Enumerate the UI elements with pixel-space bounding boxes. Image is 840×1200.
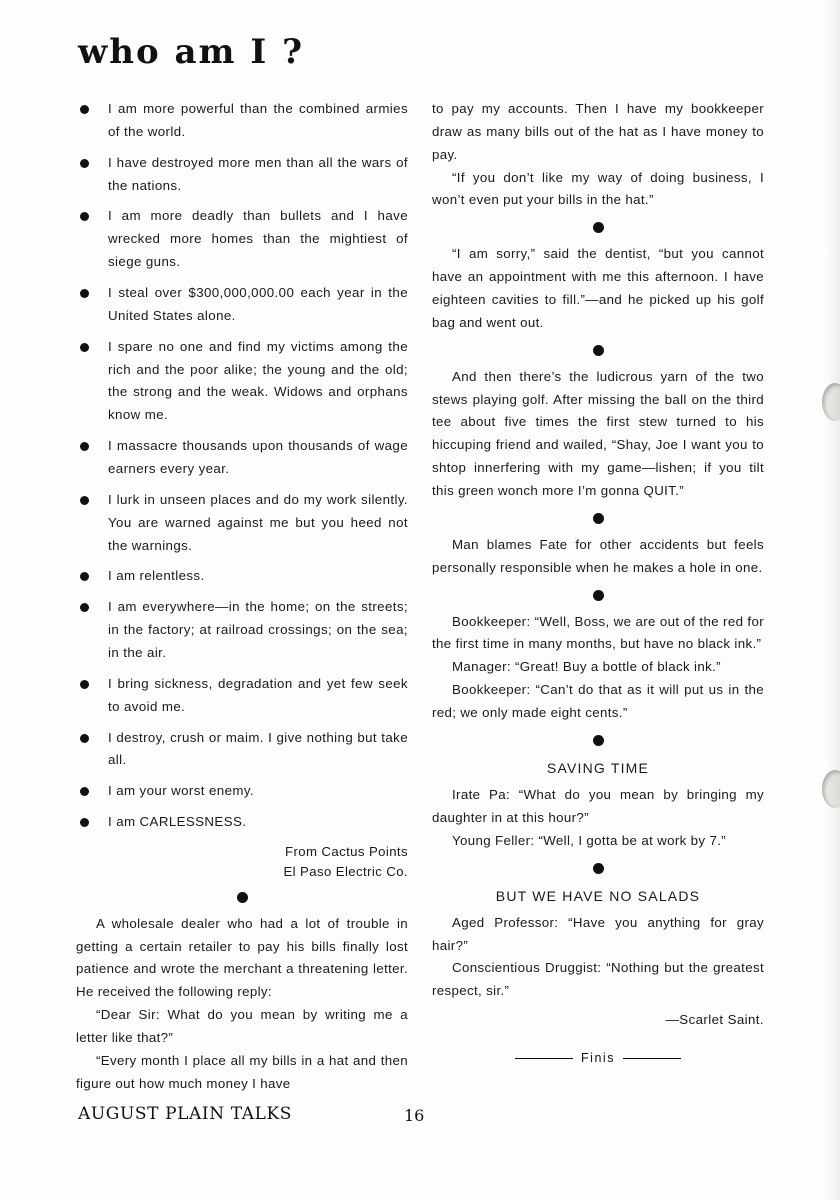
separator-dot-icon [593,735,604,746]
list-item [76,489,408,558]
joke-bookkeeper-line: Bookkeeper: “Well, Boss, we are out of the red for the first time in many months, but have no black ink.” [432,613,764,652]
bullet-dot-icon [80,212,89,221]
bullet-dot-icon [80,818,89,827]
separator-dot-icon [593,513,604,524]
list-item-text: I bring sickness, degradation and yet few seek to avoid me. [108,675,408,714]
list-item-text: I am more deadly than bullets and I have wrecked more homes than the mightiest of siege guns. [108,208,408,270]
bullet-dot-icon [80,289,89,298]
joke-saving-time-line: Irate Pa: “What do you mean by bringing my daughter in at this hour?” [432,786,764,825]
list-item-text: I steal over $300,000,000.00 each year in the United States alone. [108,285,408,323]
who-am-i-list [76,98,408,834]
joke-bookkeeper-line: Manager: “Great! Buy a bottle of black ink.” [452,659,721,675]
bullet-dot-icon [80,787,89,796]
footer-page-number: 16 [404,1106,425,1125]
bullet-dot-icon [80,680,89,689]
list-item-text: I destroy, crush or maim. I give nothing but take all. [108,729,408,768]
joke-bookkeeper-line: Bookkeeper: “Can’t do that as it will put us in the red; we only made eight cents.” [432,682,764,721]
bullet-dot-icon [80,734,89,743]
joke-golf: And then there’s the ludicrous yarn of the two stews playing golf. After missing the ball on the third tee about five times the first stew turned to his hiccuping friend and wailed, “Shay, Joe I want you to shtop innerfering with my game—lishen; if you tilt this green wonch more I’m gonna QUIT.” [432,368,764,499]
list-item [76,596,408,665]
list-item [76,673,408,719]
left-column [76,98,408,1096]
right-column [432,98,764,1069]
separator-dot-icon [593,222,604,233]
list-item [76,282,408,328]
joke-salads-line: Conscientious Druggist: “Nothing but the greatest respect, sir.” [432,960,764,999]
list-item [76,205,408,274]
list-item-text: I am more powerful than the combined armies of the world. [108,101,408,139]
separator-dot-icon [237,892,248,903]
list-item [76,727,408,773]
finis-marker [432,1048,764,1070]
bullet-dot-icon [80,159,89,168]
bullet-dot-icon [80,343,89,352]
list-item [76,336,408,427]
source-signature [76,842,408,882]
list-item-text: I lurk in unseen places and do my work silently. You are warned against me but you heed not the warnings. [108,491,408,553]
paragraph: A wholesale dealer who had a lot of trouble in getting a certain retailer to pay his bills finally lost patience and wrote the merchant a threatening letter. He received the following reply: [76,915,408,1000]
bullet-dot-icon [80,603,89,612]
section-separator [76,892,408,903]
list-item [76,565,408,588]
signature-line-2: El Paso Electric Co. [283,863,408,879]
heading-no-salads: BUT WE HAVE NO SALADS [495,887,701,904]
list-item-text: I am relentless. [108,568,205,584]
list-item [76,780,408,803]
section-separator [432,735,764,746]
separator-dot-icon [593,590,604,601]
list-item [76,98,408,144]
bullet-dot-icon [80,496,89,505]
joke-salads-line: Aged Professor: “Have you anything for gray hair?” [432,914,764,953]
signature-line-1: From Cactus Points [285,844,408,860]
page-edge-shadow [826,0,840,1200]
list-item [76,811,408,834]
paragraph: to pay my accounts. Then I have my bookkeeper draw as many bills out of the hat as I have money to pay. [432,101,764,162]
joke-saving-time-line: Young Feller: “Well, I gotta be at work by 7.” [452,832,727,848]
list-item-text: I have destroyed more men than all the wars of the nations. [108,154,408,193]
separator-dot-icon [593,345,604,356]
section-separator [432,863,764,874]
bullet-dot-icon [80,105,89,114]
separator-dot-icon [593,863,604,874]
section-separator [432,345,764,356]
finis-label: Finis [581,1050,615,1065]
section-separator [432,222,764,233]
list-item-text: I am everywhere—in the home; on the streets; in the factory; at railroad crossings; on the sea; in the air. [108,599,408,661]
bullet-dot-icon [80,442,89,451]
footer-publication: AUGUST PLAIN TALKS [78,1104,293,1124]
page-title: who am I ? [78,32,305,72]
rule-left [515,1058,573,1060]
attribution: —Scarlet Saint. [665,1012,764,1028]
rule-right [623,1058,681,1060]
bullet-dot-icon [80,572,89,581]
paragraph: “Dear Sir: What do you mean by writing me a letter like that?” [76,1007,408,1045]
joke-fate: Man blames Fate for other accidents but feels personally responsible when he makes a hole in one. [432,536,764,575]
list-item-text: I massacre thousands upon thousands of wage earners every year. [108,438,408,477]
paragraph: “If you don’t like my way of doing business, I won’t even put your bills in the hat.” [432,169,764,208]
list-item-text: I am your worst enemy. [108,783,254,799]
heading-saving-time: SAVING TIME [546,759,650,776]
list-item-text: I spare no one and find my victims among the rich and the poor alike; the young and the old; the strong and the weak. Widows and orphans know me. [108,338,408,423]
joke-dentist: “I am sorry,” said the dentist, “but you cannot have an appointment with me this afternoon. I have eighteen cavities to fill.”—and he picked up his golf bag and went out. [432,246,764,330]
list-item [76,152,408,198]
list-item [76,435,408,481]
paragraph: “Every month I place all my bills in a hat and then figure out how much money I have [76,1052,408,1091]
list-item-text: I am CARLESSNESS. [108,814,247,830]
section-separator [432,513,764,524]
section-separator [432,590,764,601]
